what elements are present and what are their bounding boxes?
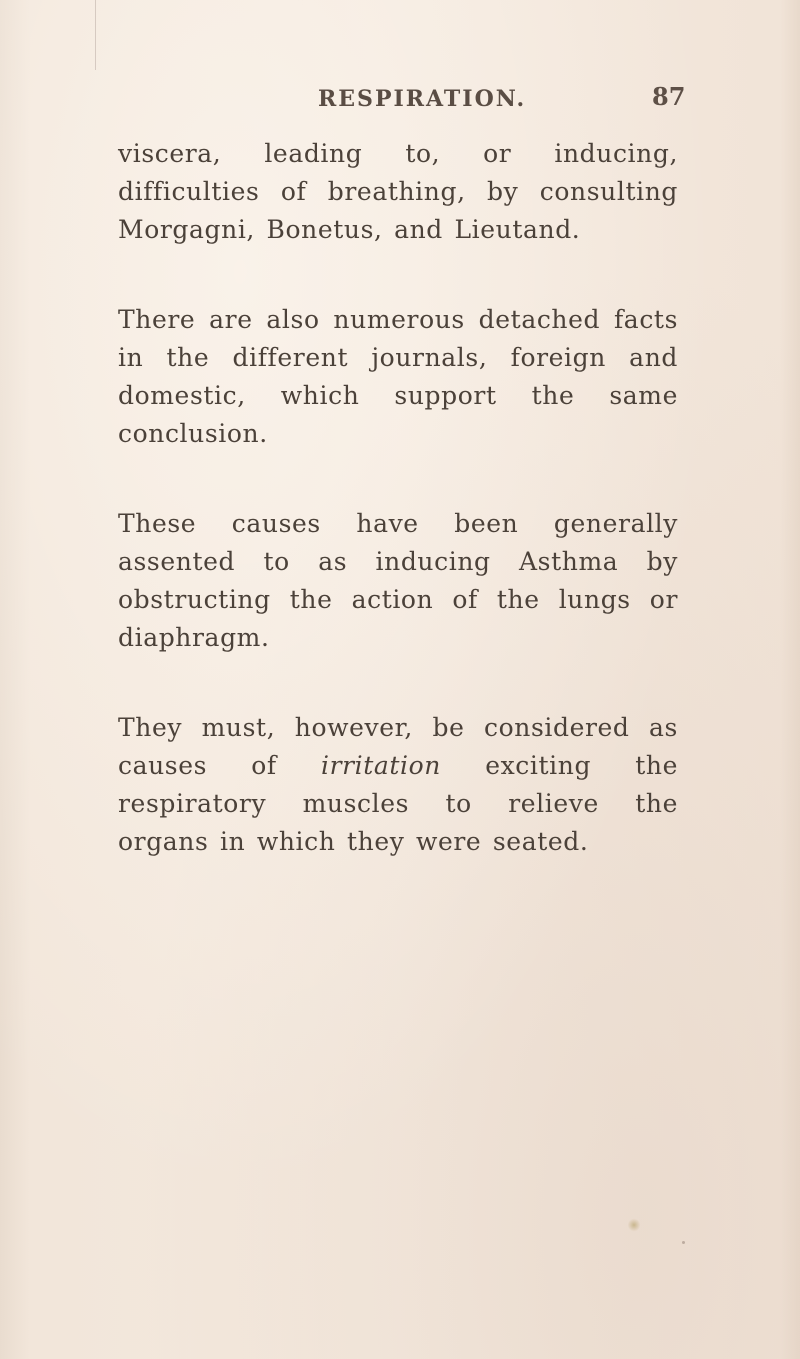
paper-speck xyxy=(682,1241,685,1244)
page-edge-line xyxy=(95,0,96,70)
page-header xyxy=(0,80,800,120)
paragraph-4-part-1: They must, however, be considered as causes of xyxy=(118,713,678,780)
body-text xyxy=(118,135,678,913)
paragraph-4-italic-term: irritation xyxy=(320,751,442,780)
page-number: 87 xyxy=(652,82,686,111)
paragraph-2: There are also numerous detached facts in the different journals, foreign and domestic, which support the same conclusion. xyxy=(118,305,678,448)
paragraph-1: viscera, leading to, or inducing, difficulties of breathing, by consulting Morgagni, Bonetus, and Lieutand. xyxy=(118,139,678,244)
paragraph-4-part-2: exciting the respiratory muscles to relieve the organs in which they were seated. xyxy=(118,751,678,856)
paragraph-3: These causes have been generally assented to as inducing Asthma by obstructing the action of the lungs or diaphragm. xyxy=(118,509,678,652)
paragraph-4 xyxy=(118,709,678,861)
paper-stain xyxy=(628,1218,640,1232)
running-head: RESPIRATION. xyxy=(318,86,527,112)
